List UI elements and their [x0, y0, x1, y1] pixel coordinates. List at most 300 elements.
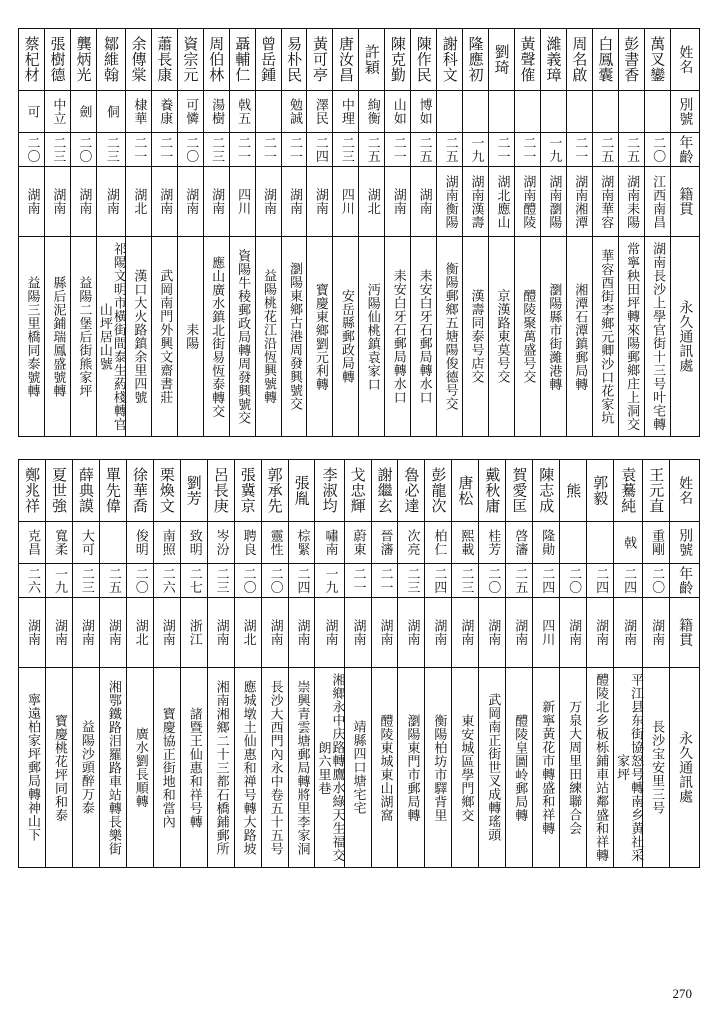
cell-text: 二〇 — [649, 567, 665, 594]
cell-text: 戟 — [621, 535, 637, 550]
cell-province — [644, 167, 670, 237]
cell-name — [281, 29, 307, 91]
cell-name — [151, 29, 177, 91]
cell-alias — [207, 522, 234, 564]
cell-text: 二四 — [294, 567, 310, 594]
cell-address — [125, 237, 151, 437]
cell-province — [125, 167, 151, 237]
cell-text: 益陽沙頭醉万泰 — [78, 720, 94, 815]
cell-text: 二三 — [213, 567, 229, 594]
cell-text: 薛典謨 — [76, 467, 95, 514]
cell-text: 易朴民 — [285, 36, 304, 83]
cell-name — [203, 29, 229, 91]
cell-text: 劉芳 — [184, 475, 203, 506]
cell-address — [72, 668, 99, 868]
cell-text: 湖南 — [267, 619, 283, 646]
cell-text: 湖南漢壽 — [468, 174, 484, 229]
cell-province — [203, 167, 229, 237]
cell-address — [44, 237, 70, 437]
cell-province — [70, 167, 96, 237]
cell-text: 四川 — [235, 188, 251, 215]
cell-text: 湖南長沙上學官街十三号叶宅轉 — [650, 242, 666, 431]
cell-text: 湖南 — [78, 619, 94, 646]
cell-age — [371, 564, 398, 598]
cell-text: 二四 — [539, 567, 555, 594]
cell-text: 二〇 — [650, 136, 666, 163]
cell-province — [587, 598, 614, 668]
cell-text: 湖南 — [183, 188, 199, 215]
cell-name — [452, 460, 479, 522]
cell-text: 長沙大西門內永中卷五十五号 — [267, 679, 283, 856]
cell-text: 湖南 — [377, 619, 393, 646]
cell-province — [489, 167, 515, 237]
cell-text: 柏仁 — [431, 529, 447, 556]
cell-alias — [644, 91, 670, 133]
cell-text: 湖南 — [24, 619, 40, 646]
cell-text: 萬叉鑾 — [648, 36, 667, 83]
cell-age — [153, 564, 180, 598]
cell-name — [45, 460, 72, 522]
cell-province — [45, 598, 72, 668]
cell-text: 李淑均 — [320, 467, 339, 514]
cell-name — [44, 29, 70, 91]
cell-age — [70, 133, 96, 167]
cell-alias — [643, 522, 670, 564]
cell-age — [261, 564, 288, 598]
cell-text: 鄒維翰 — [101, 36, 120, 83]
cell-text: 夏世強 — [50, 467, 69, 514]
cell-text: 二三 — [404, 567, 420, 594]
cell-text: 蔡杞材 — [22, 36, 41, 83]
cell-text: 中理 — [338, 98, 354, 125]
cell-text: 謝繼玄 — [375, 467, 394, 514]
cell-text: 劍 — [76, 104, 92, 119]
cell-age — [281, 133, 307, 167]
cell-text: 二五 — [364, 136, 380, 163]
cell-text: 湖南 — [24, 188, 40, 215]
cell-text: 四川 — [338, 188, 354, 215]
cell-age — [592, 133, 618, 167]
cell-province — [177, 167, 203, 237]
cell-province — [99, 598, 126, 668]
cell-age — [255, 133, 281, 167]
cell-text: 耒安白牙石郵局轉水口 — [390, 269, 406, 404]
cell-address — [411, 237, 437, 437]
cell-address — [425, 668, 452, 868]
cell-text: 栗煥文 — [157, 467, 176, 514]
cell-text: 二〇 — [132, 567, 148, 594]
cell-alias — [307, 91, 333, 133]
cell-province — [479, 598, 506, 668]
cell-text: 龔炳光 — [74, 36, 93, 83]
column-header-text: 別號 — [677, 97, 694, 126]
cell-name — [479, 460, 506, 522]
cell-text: 湖南 — [261, 188, 277, 215]
cell-text: 二五 — [512, 567, 528, 594]
cell-text: 湖南 — [159, 619, 175, 646]
cell-alias — [99, 522, 126, 564]
cell-text: 博如 — [416, 98, 432, 125]
cell-text: 周伯林 — [207, 36, 226, 83]
cell-text: 彭書香 — [622, 36, 641, 83]
cell-address — [229, 237, 255, 437]
cell-text: 一九 — [468, 136, 484, 163]
cell-text: 山如 — [390, 98, 406, 125]
column-header-text: 籍貫 — [677, 618, 694, 647]
cell-text: 絢衡 — [364, 98, 380, 125]
cell-age — [618, 133, 644, 167]
cell-name — [614, 460, 643, 522]
cell-text: 二三 — [209, 136, 225, 163]
cell-province — [540, 167, 566, 237]
cell-text: 陳志成 — [537, 467, 556, 514]
cell-province — [333, 167, 359, 237]
cell-province — [234, 598, 261, 668]
cell-name — [229, 29, 255, 91]
cell-name — [307, 29, 333, 91]
cell-text: 湖北 — [364, 188, 380, 215]
cell-alias — [125, 91, 151, 133]
column-header-text: 姓名 — [677, 476, 694, 505]
cell-name — [344, 460, 371, 522]
cell-age — [385, 133, 411, 167]
cell-alias — [411, 91, 437, 133]
cell-alias — [45, 522, 72, 564]
cell-address — [398, 668, 425, 868]
cell-age — [177, 133, 203, 167]
cell-province — [463, 167, 489, 237]
cell-address — [19, 668, 46, 868]
cell-alias — [618, 91, 644, 133]
cell-address — [96, 237, 125, 437]
cell-province — [344, 598, 371, 668]
block-separator — [18, 437, 700, 459]
cell-address — [452, 668, 479, 868]
cell-province — [19, 598, 46, 668]
cell-text: 湖南 — [312, 188, 328, 215]
cell-name — [643, 460, 670, 522]
cell-text: 侗 — [103, 104, 119, 119]
cell-name — [592, 29, 618, 91]
cell-alias — [371, 522, 398, 564]
cell-address — [643, 668, 670, 868]
cell-text: 武岡南門外興文齋書莊 — [157, 269, 173, 404]
cell-alias — [151, 91, 177, 133]
cell-text: 二一 — [377, 567, 393, 594]
cell-text: 二六 — [24, 567, 40, 594]
cell-age — [234, 564, 261, 598]
cell-address — [234, 668, 261, 868]
cell-name — [207, 460, 234, 522]
cell-text: 醴陵東城東山湖窩 — [377, 713, 393, 822]
roster-table-block-2 — [18, 459, 700, 868]
cell-province — [261, 598, 288, 668]
cell-text: 湖南 — [458, 619, 474, 646]
cell-age — [514, 133, 540, 167]
cell-age — [207, 564, 234, 598]
cell-text: 二一 — [235, 136, 251, 163]
cell-age — [425, 564, 452, 598]
cell-text: 二三 — [50, 136, 66, 163]
cell-name — [333, 29, 359, 91]
cell-alias — [180, 522, 207, 564]
cell-address — [45, 668, 72, 868]
cell-province — [437, 167, 463, 237]
cell-text: 湖南 — [404, 619, 420, 646]
cell-text: 許穎 — [362, 44, 381, 75]
cell-text: 啓瀋 — [512, 529, 528, 556]
cell-name — [566, 29, 592, 91]
cell-text: 寬柔 — [51, 529, 67, 556]
cell-province — [371, 598, 398, 668]
cell-age — [463, 133, 489, 167]
cell-province — [514, 167, 540, 237]
cell-alias — [126, 522, 153, 564]
cell-name — [70, 29, 96, 91]
cell-text: 二〇 — [24, 136, 40, 163]
cell-text: 江西南昌 — [650, 174, 666, 229]
column-header-name — [670, 460, 700, 522]
cell-name — [177, 29, 203, 91]
cell-text: 湖南 — [322, 619, 338, 646]
roster-row-name — [19, 460, 700, 522]
roster-row-address — [19, 668, 700, 868]
cell-text: 湖南 — [294, 619, 310, 646]
cell-text: 崇興青雲塘郵局轉將里李家洞 — [294, 679, 310, 856]
cell-text: 湖南 — [51, 619, 67, 646]
cell-province — [359, 167, 385, 237]
cell-name — [126, 460, 153, 522]
cell-text: 二〇 — [76, 136, 92, 163]
cell-age — [398, 564, 425, 598]
cell-text: 魯必達 — [402, 467, 421, 514]
cell-text: 二四 — [593, 567, 609, 594]
cell-text: 瀏陽縣市街濰港轉 — [546, 282, 562, 391]
cell-address — [315, 668, 344, 868]
cell-text: 二七 — [186, 567, 202, 594]
cell-text: 湘鄂鐵路泪羅路車站轉長樂街 — [105, 679, 121, 856]
cell-province — [151, 167, 177, 237]
cell-alias — [261, 522, 288, 564]
column-header-address — [670, 237, 699, 437]
cell-name — [437, 29, 463, 91]
cell-text: 靖縣四口塘宅宅 — [350, 720, 366, 815]
cell-text: 二一 — [494, 136, 510, 163]
cell-age — [126, 564, 153, 598]
cell-text: 二一 — [261, 136, 277, 163]
cell-address — [99, 668, 126, 868]
cell-alias — [344, 522, 371, 564]
cell-text: 衡陽郵鄉五塘陽俊德号交 — [442, 262, 458, 411]
cell-text: 寶慶東鄉劉元利轉 — [312, 282, 328, 391]
cell-text: 張冀京 — [238, 467, 257, 514]
cell-text: 二五 — [442, 136, 458, 163]
cell-age — [489, 133, 515, 167]
cell-text: 二三 — [458, 567, 474, 594]
cell-text: 聘良 — [240, 529, 256, 556]
column-header-alias — [670, 91, 699, 133]
cell-text: 資宗元 — [181, 36, 200, 83]
cell-alias — [19, 522, 46, 564]
cell-address — [255, 237, 281, 437]
cell-text: 嘯南 — [322, 529, 338, 556]
cell-text: 華容酉街李鄉元卿沙口花家坑 — [598, 248, 614, 425]
cell-address — [288, 668, 315, 868]
cell-text: 二〇 — [485, 567, 501, 594]
cell-text: 二三 — [78, 567, 94, 594]
cell-text: 黃可亭 — [311, 36, 329, 83]
cell-text: 漢口大火路鎮余里四號 — [131, 269, 147, 404]
cell-address — [371, 668, 398, 868]
cell-alias — [359, 91, 385, 133]
cell-alias — [437, 91, 463, 133]
cell-text: 張樹德 — [48, 36, 67, 83]
cell-province — [452, 598, 479, 668]
roster-table-block-1 — [18, 28, 700, 437]
cell-age — [44, 133, 70, 167]
cell-text: 湖南衡陽 — [442, 174, 458, 229]
column-header-name — [670, 29, 699, 91]
cell-age — [19, 564, 46, 598]
cell-age — [560, 564, 587, 598]
cell-name — [19, 29, 45, 91]
cell-address — [19, 237, 45, 437]
cell-alias — [177, 91, 203, 133]
cell-text: 湖南 — [76, 188, 92, 215]
cell-age — [344, 564, 371, 598]
cell-text: 一九 — [51, 567, 67, 594]
cell-age — [540, 133, 566, 167]
cell-alias — [72, 522, 99, 564]
cell-text: 漢壽同泰号店交 — [468, 289, 484, 384]
cell-text: 二一 — [350, 567, 366, 594]
cell-text: 二五 — [624, 136, 640, 163]
cell-name — [533, 460, 560, 522]
roster-row-age — [19, 564, 700, 598]
cell-text: 湘南湘鄉二十三都石橋鋪郵所 — [213, 679, 229, 856]
cell-name — [587, 460, 614, 522]
cell-name — [96, 29, 125, 91]
cell-text: 二一 — [520, 136, 536, 163]
cell-text: 戟五 — [235, 98, 251, 125]
cell-name — [560, 460, 587, 522]
cell-address — [177, 237, 203, 437]
cell-text: 益陽三里橋同泰號轉 — [24, 275, 40, 398]
cell-age — [19, 133, 45, 167]
cell-age — [644, 133, 670, 167]
cell-text: 常寧秧田坪轉來陽郵鄉庄上洞交 — [624, 242, 640, 431]
column-header-age — [670, 133, 699, 167]
cell-address — [540, 237, 566, 437]
cell-address — [463, 237, 489, 437]
cell-text: 蔚東 — [350, 529, 366, 556]
page-number: 270 — [672, 986, 692, 1001]
cell-name — [153, 460, 180, 522]
cell-text: 祁陽文明市橫街間泰生葯棧轉官山坪居山號 — [96, 242, 126, 431]
cell-text: 一九 — [322, 567, 338, 594]
cell-text: 縣后泥鋪瑞鳳盛號轉 — [50, 275, 66, 398]
cell-province — [560, 598, 587, 668]
cell-alias — [506, 522, 533, 564]
cell-alias — [614, 522, 643, 564]
cell-province — [566, 167, 592, 237]
cell-alias — [425, 522, 452, 564]
cell-text: 戈忠輝 — [348, 467, 367, 514]
cell-address — [70, 237, 96, 437]
cell-text: 二一 — [572, 136, 588, 163]
cell-address — [344, 668, 371, 868]
cell-address — [618, 237, 644, 437]
cell-alias — [514, 91, 540, 133]
cell-text: 重剛 — [649, 529, 665, 556]
cell-name — [371, 460, 398, 522]
cell-age — [643, 564, 670, 598]
cell-age — [203, 133, 229, 167]
cell-address — [153, 668, 180, 868]
column-header-text: 姓名 — [677, 45, 694, 74]
cell-name — [489, 29, 515, 91]
cell-age — [72, 564, 99, 598]
cell-province — [614, 598, 643, 668]
cell-name — [72, 460, 99, 522]
cell-text: 致明 — [186, 529, 202, 556]
roster-row-province — [19, 598, 700, 668]
cell-province — [288, 598, 315, 668]
cell-name — [19, 460, 46, 522]
cell-text: 戴秋庸 — [483, 467, 502, 514]
cell-alias — [560, 522, 587, 564]
cell-address — [207, 668, 234, 868]
cell-province — [618, 167, 644, 237]
column-header-text: 永久通訊處 — [677, 731, 694, 804]
cell-text: 晉瀋 — [377, 529, 393, 556]
cell-address — [203, 237, 229, 437]
cell-text: 唐松 — [456, 475, 475, 506]
cell-text: 寶慶協正街地和當內 — [159, 706, 175, 829]
cell-text: 長沙宝安里三号 — [649, 720, 665, 815]
cell-age — [45, 564, 72, 598]
column-header-province — [670, 167, 699, 237]
cell-text: 諸暨王仙惠和祥号轉 — [186, 706, 202, 829]
cell-text: 陳作民 — [414, 36, 433, 83]
cell-text: 耒安白牙石郵局轉水口 — [416, 269, 432, 404]
cell-text: 鄭兆祥 — [23, 467, 42, 514]
cell-age — [566, 133, 592, 167]
cell-name — [261, 460, 288, 522]
cell-text: 聶輔仁 — [233, 36, 252, 83]
cell-text: 瀏陽東鄉古港周發興號交 — [286, 262, 302, 411]
cell-text: 二三 — [103, 136, 119, 163]
cell-alias — [587, 522, 614, 564]
cell-name — [514, 29, 540, 91]
cell-text: 白鳳囊 — [596, 36, 615, 83]
cell-age — [125, 133, 151, 167]
cell-text: 瀏陽東門市郵局轉 — [404, 713, 420, 822]
cell-text: 彭龍次 — [429, 467, 448, 514]
cell-text: 平江县东街協怒号轉南乡黄社采家坪 — [614, 673, 644, 862]
cell-alias — [288, 522, 315, 564]
cell-text: 濰義璋 — [544, 36, 563, 83]
roster-row-address — [19, 237, 700, 437]
cell-text: 新寧黃花市轉盛和祥轉 — [539, 700, 555, 835]
cell-text: 周名啟 — [570, 36, 589, 83]
cell-text: 湖南耒陽 — [624, 174, 640, 229]
cell-text: 二五 — [598, 136, 614, 163]
cell-text: 桂芳 — [485, 529, 501, 556]
cell-alias — [70, 91, 96, 133]
cell-alias — [398, 522, 425, 564]
cell-text: 呂長庚 — [211, 467, 230, 514]
